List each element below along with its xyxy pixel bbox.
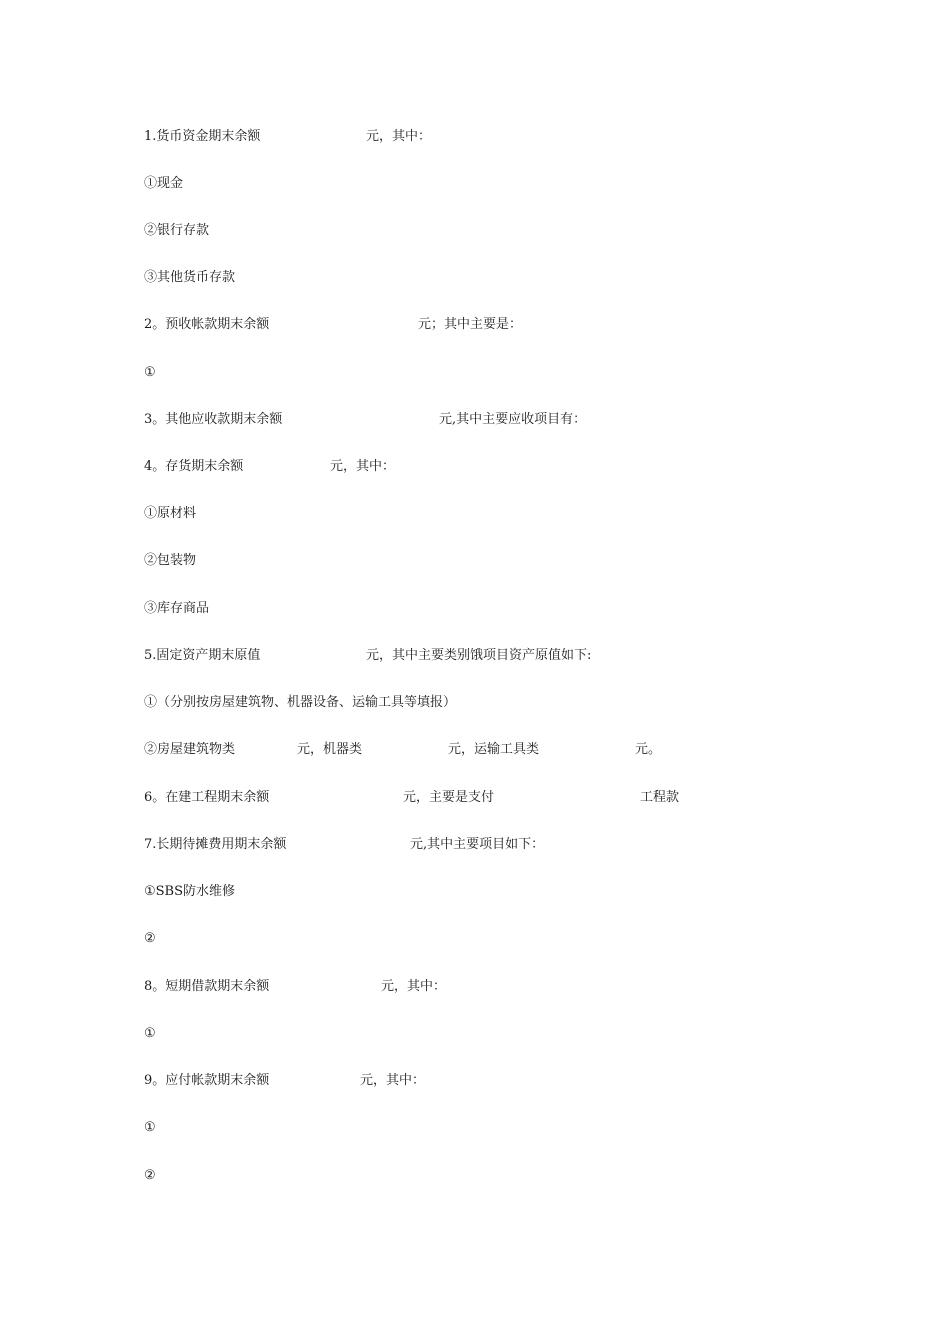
item-2-label: 2。预收帐款期末余额 xyxy=(144,317,270,332)
transport-label: 元，运输工具类 xyxy=(448,742,540,757)
sub-item-label: ③库存商品 xyxy=(144,601,210,616)
sub-item-label: ① xyxy=(144,1026,156,1041)
item-6-project-text: 工程款 xyxy=(640,790,680,805)
item-3-unit-text: 元,其中主要应收项目有： xyxy=(439,412,587,427)
item-8-unit-text: 元，其中： xyxy=(381,979,447,994)
sub-item-label: ①SBS防水维修 xyxy=(144,884,236,899)
sub-item-label: ② xyxy=(144,931,156,946)
item-8-label: 8。短期借款期末余额 xyxy=(144,979,270,994)
item-7-unit-text: 元,其中主要项目如下： xyxy=(410,837,545,852)
unit-end-text: 元。 xyxy=(635,742,662,757)
sub-item-label: ①（分别按房屋建筑物、机器设备、运输工具等填报） xyxy=(144,695,457,710)
item-1-label: 1.货币资金期末余额 xyxy=(144,129,261,144)
item-2-unit-text: 元；其中主要是： xyxy=(418,317,523,332)
sub-item-label: ② xyxy=(144,1168,156,1183)
item-6-label: 6。在建工程期末余额 xyxy=(144,790,270,805)
item-1-unit-text: 元，其中： xyxy=(366,129,432,144)
item-6-unit-text: 元，主要是支付 xyxy=(403,790,495,805)
sub-item-label: ① xyxy=(144,365,156,380)
buildings-label: ②房屋建筑物类 xyxy=(144,742,236,757)
sub-item-label: ②包装物 xyxy=(144,553,197,568)
sub-item-label: ②银行存款 xyxy=(144,223,210,238)
item-9-unit-text: 元，其中： xyxy=(360,1073,426,1088)
item-7-label: 7.长期待摊费用期末余额 xyxy=(144,837,287,852)
item-5-unit-text: 元，其中主要类别饿项目资产原值如下: xyxy=(366,648,592,663)
item-9-label: 9。应付帐款期末余额 xyxy=(144,1073,270,1088)
machinery-label: 元，机器类 xyxy=(297,742,363,757)
item-4-label: 4。存货期末余额 xyxy=(144,459,244,474)
sub-item-label: ① xyxy=(144,1120,156,1135)
sub-item-label: ③其他货币存款 xyxy=(144,270,236,285)
item-3-label: 3。其他应收款期末余额 xyxy=(144,412,283,427)
sub-item-label: ①原材料 xyxy=(144,506,197,521)
sub-item-label: ①现金 xyxy=(144,176,184,191)
item-4-unit-text: 元，其中： xyxy=(330,459,396,474)
item-5-label: 5.固定资产期末原值 xyxy=(144,648,261,663)
